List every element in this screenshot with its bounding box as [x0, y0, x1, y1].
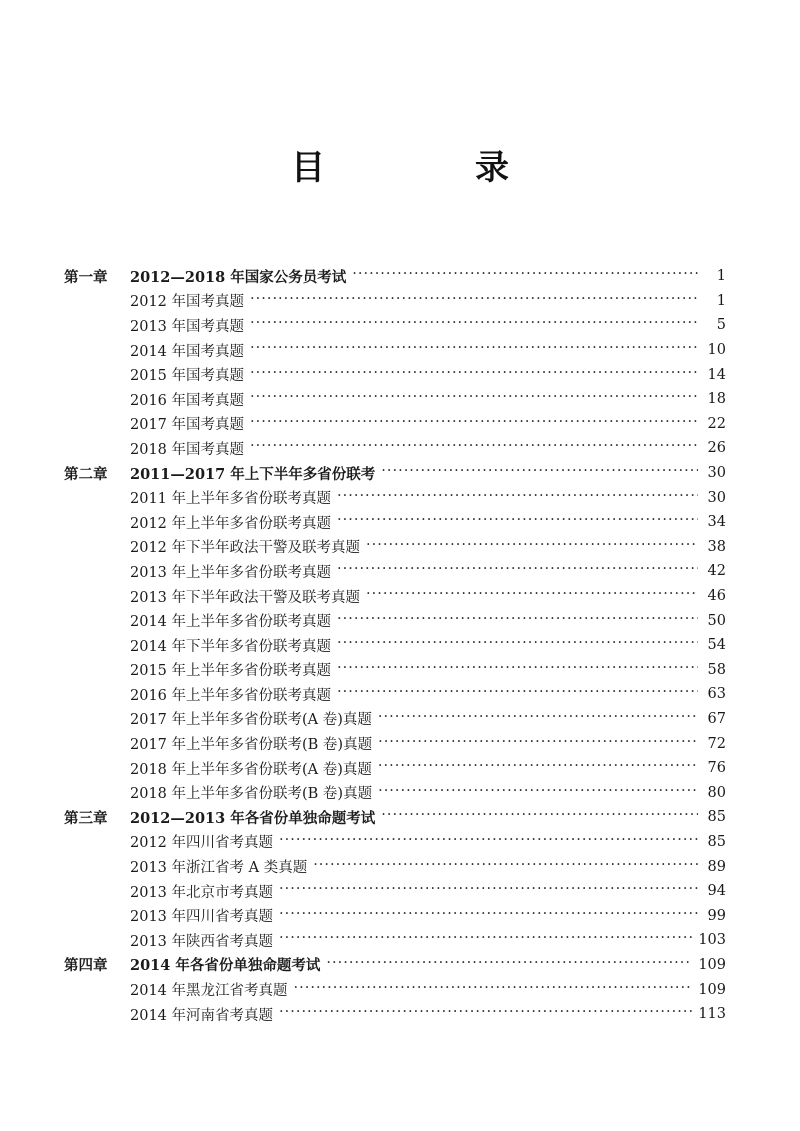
toc-section-row — [64, 928, 726, 953]
dot-leader — [250, 343, 698, 357]
section-title: 2014 年黑龙江省考真题 — [130, 983, 288, 1000]
section-title: 2016 年国考真题 — [130, 392, 245, 409]
dot-leader — [294, 983, 693, 997]
toc-section-row — [64, 977, 726, 1002]
page-number: 103 — [698, 932, 726, 949]
section-title: 2012 年四川省考真题 — [130, 835, 274, 852]
section-title: 2012 年下半年政法干警及联考真题 — [130, 540, 361, 557]
dot-leader — [337, 687, 698, 701]
page-number: 30 — [707, 465, 726, 482]
page-number: 109 — [698, 981, 726, 998]
toc-section-row — [64, 707, 726, 732]
toc-chapter-row — [64, 264, 726, 289]
dot-leader — [378, 737, 698, 751]
dot-leader — [378, 786, 698, 800]
page-number: 1 — [716, 268, 726, 285]
section-title: 2014 年下半年多省份联考真题 — [130, 638, 332, 655]
toc-section-row — [64, 879, 726, 904]
dot-leader — [326, 958, 692, 972]
page-number: 30 — [707, 489, 726, 506]
dot-leader — [337, 491, 698, 505]
toc-chapter-row — [64, 461, 726, 486]
toc-section-row — [64, 903, 726, 928]
dot-leader — [337, 638, 698, 652]
section-title: 2014 年河南省考真题 — [130, 1007, 274, 1024]
dot-leader — [337, 614, 698, 628]
page-number: 85 — [707, 833, 726, 850]
dot-leader — [337, 663, 698, 677]
page-number: 109 — [698, 956, 726, 973]
section-title: 2013 年上半年多省份联考真题 — [130, 564, 332, 581]
page-number: 54 — [707, 637, 726, 654]
dot-leader — [250, 392, 698, 406]
toc-section-row — [64, 338, 726, 363]
chapter-label: 第一章 — [64, 268, 108, 286]
toc-section-row — [64, 756, 726, 781]
section-title: 2013 年国考真题 — [130, 318, 245, 335]
dot-leader — [378, 761, 698, 775]
page-number: 18 — [707, 391, 726, 408]
section-title: 2017 年上半年多省份联考(A 卷)真题 — [130, 712, 372, 729]
section-title: 2016 年上半年多省份联考真题 — [130, 687, 332, 704]
dot-leader — [250, 318, 698, 332]
dot-leader — [337, 564, 698, 578]
page-number: 26 — [707, 440, 726, 457]
section-title: 2017 年上半年多省份联考(B 卷)真题 — [130, 737, 373, 754]
chapter-title: 2012—2013 年各省份单独命题考试 — [130, 809, 376, 827]
dot-leader — [381, 466, 698, 480]
toc-section-row — [64, 584, 726, 609]
toc-section-row — [64, 412, 726, 437]
section-title: 2013 年浙江省考 A 类真题 — [130, 860, 308, 877]
dot-leader — [352, 269, 698, 283]
page-number: 67 — [707, 710, 726, 727]
toc-section-row — [64, 780, 726, 805]
section-title: 2013 年下半年政法干警及联考真题 — [130, 589, 361, 606]
section-title: 2011 年上半年多省份联考真题 — [130, 491, 332, 508]
page-number: 46 — [707, 588, 726, 605]
section-title: 2012 年国考真题 — [130, 294, 245, 311]
chapter-title: 2012—2018 年国家公务员考试 — [130, 268, 347, 286]
chapter-label: 第四章 — [64, 957, 108, 975]
page-number: 10 — [707, 342, 726, 359]
toc-section-row — [64, 559, 726, 584]
dot-leader — [381, 810, 698, 824]
section-title: 2012 年上半年多省份联考真题 — [130, 515, 332, 532]
toc-chapter-row — [64, 805, 726, 830]
page-number: 72 — [707, 735, 726, 752]
dot-leader — [250, 368, 698, 382]
toc-section-row — [64, 387, 726, 412]
toc-section-row — [64, 830, 726, 855]
page-number: 85 — [707, 809, 726, 826]
dot-leader — [366, 540, 698, 554]
chapter-label: 第三章 — [64, 809, 108, 827]
toc-section-row — [64, 682, 726, 707]
dot-leader — [313, 860, 698, 874]
page-number: 50 — [707, 612, 726, 629]
dot-leader — [378, 712, 698, 726]
section-title: 2014 年国考真题 — [130, 343, 245, 360]
dot-leader — [366, 589, 698, 603]
toc-section-row — [64, 731, 726, 756]
dot-leader — [279, 933, 692, 947]
section-title: 2017 年国考真题 — [130, 417, 245, 434]
page-number: 38 — [707, 538, 726, 555]
page-number: 76 — [707, 760, 726, 777]
page-number: 63 — [707, 686, 726, 703]
dot-leader — [279, 1007, 692, 1021]
page-number: 14 — [707, 366, 726, 383]
toc-section-row — [64, 289, 726, 314]
section-title: 2013 年北京市考真题 — [130, 884, 274, 901]
table-of-contents — [64, 264, 726, 1026]
chapter-label: 第二章 — [64, 465, 108, 483]
section-title: 2018 年上半年多省份联考(B 卷)真题 — [130, 786, 373, 803]
toc-section-row — [64, 313, 726, 338]
dot-leader — [250, 294, 698, 308]
chapter-title: 2011—2017 年上下半年多省份联考 — [130, 465, 376, 483]
page-number: 89 — [707, 858, 726, 875]
section-title: 2018 年国考真题 — [130, 441, 245, 458]
page-number: 113 — [698, 1006, 726, 1023]
section-title: 2013 年四川省考真题 — [130, 909, 274, 926]
toc-section-row — [64, 1002, 726, 1027]
page-number: 99 — [707, 907, 726, 924]
section-title: 2018 年上半年多省份联考(A 卷)真题 — [130, 761, 372, 778]
page-number: 80 — [707, 784, 726, 801]
page-title: 目 录 — [291, 148, 567, 188]
dot-leader — [279, 884, 698, 898]
toc-section-row — [64, 535, 726, 560]
dot-leader — [250, 441, 698, 455]
section-title: 2013 年陕西省考真题 — [130, 933, 274, 950]
toc-section-row — [64, 510, 726, 535]
page-number: 5 — [716, 317, 726, 334]
dot-leader — [279, 835, 698, 849]
dot-leader — [337, 515, 698, 529]
page-number: 94 — [707, 883, 726, 900]
page-number: 42 — [707, 563, 726, 580]
chapter-title: 2014 年各省份单独命题考试 — [130, 957, 321, 975]
toc-section-row — [64, 658, 726, 683]
toc-section-row — [64, 436, 726, 461]
dot-leader — [279, 909, 698, 923]
page-number: 1 — [716, 292, 726, 309]
toc-section-row — [64, 362, 726, 387]
toc-section-row — [64, 633, 726, 658]
dot-leader — [250, 417, 698, 431]
section-title: 2015 年上半年多省份联考真题 — [130, 663, 332, 680]
page-number: 34 — [707, 514, 726, 531]
section-title: 2014 年上半年多省份联考真题 — [130, 614, 332, 631]
toc-chapter-row — [64, 953, 726, 978]
page-number: 22 — [707, 415, 726, 432]
toc-section-row — [64, 485, 726, 510]
toc-section-row — [64, 854, 726, 879]
section-title: 2015 年国考真题 — [130, 368, 245, 385]
page-number: 58 — [707, 661, 726, 678]
toc-section-row — [64, 608, 726, 633]
